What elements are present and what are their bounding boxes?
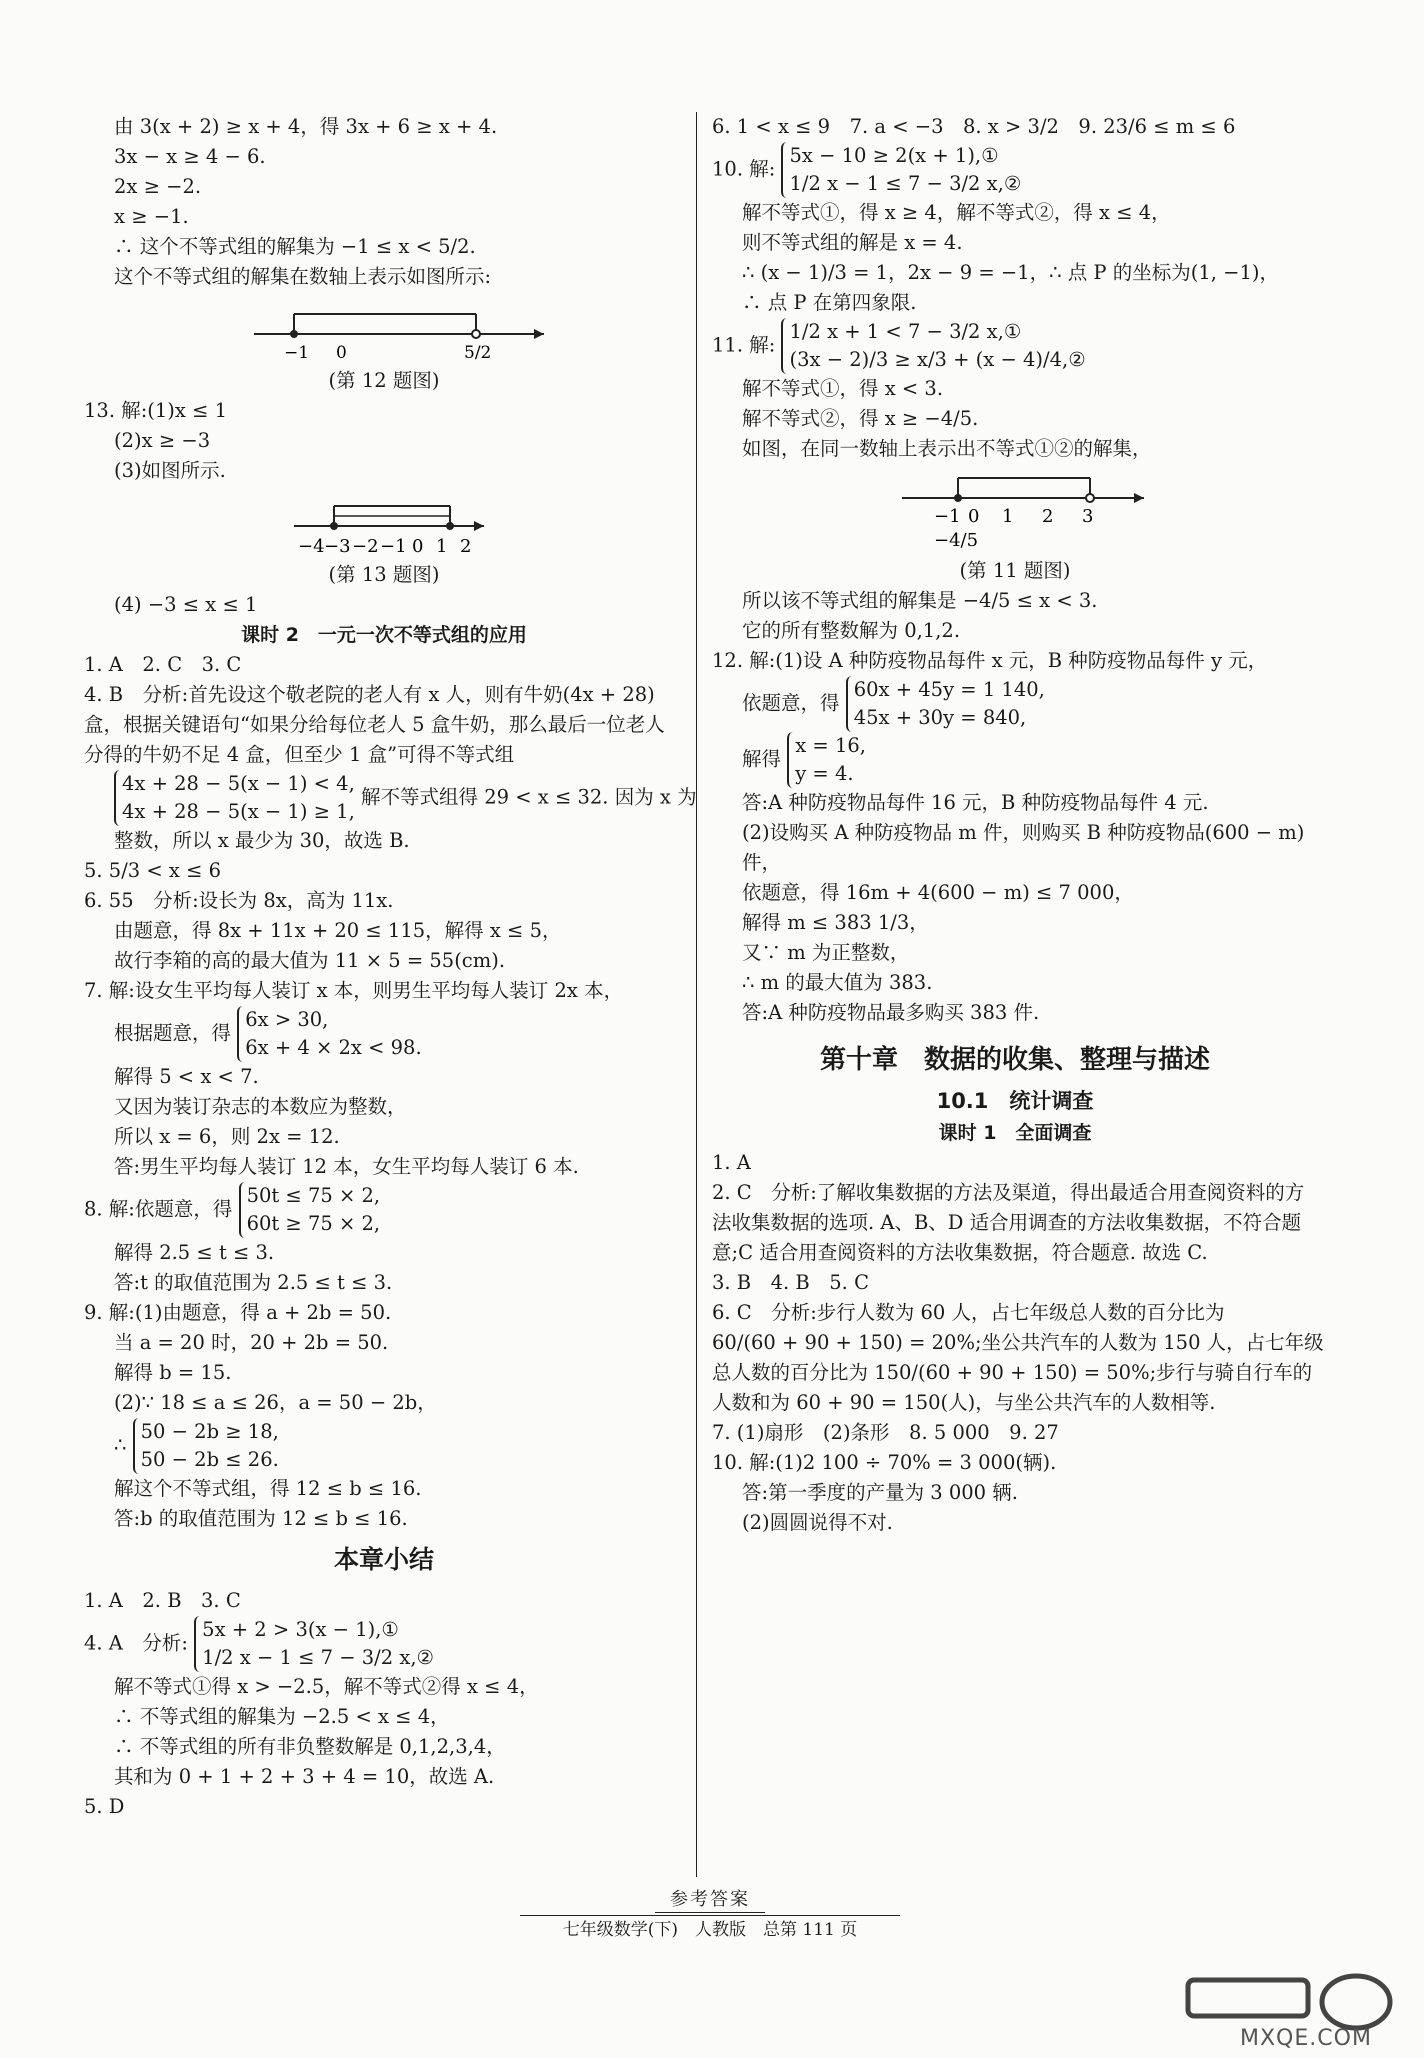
text-line: 如图，在同一数轴上表示出不等式①②的解集， <box>742 437 1152 460</box>
text-line: 它的所有整数解为 0,1,2. <box>742 619 961 642</box>
answer-5: 5. 5/3 < x ≤ 6 <box>84 859 222 882</box>
footer-title: 参考答案 <box>655 1888 765 1913</box>
text-line: 60/(60 + 90 + 150) = 20%;坐公共汽车的人数为 150 人，占七年级 <box>712 1331 1324 1354</box>
text-line: 故行李箱的高的最大值为 11 × 5 = 55(cm). <box>114 949 506 972</box>
answer-10: 10. 解: 5x − 10 ≥ 2(x + 1),① 1/2 x − 1 ≤ 7 − 3/2 x,② <box>712 142 1318 198</box>
number-line-fig12 <box>84 296 684 362</box>
answer-4-system: 4x + 28 − 5(x − 1) < 4, 4x + 28 − 5(x − 1) ≥ 1, 解不等式组得 29 < x ≤ 32. 因为 x 为 <box>84 770 684 826</box>
answer-13: 13. 解:(1)x ≤ 1 <box>84 399 228 422</box>
right-column <box>712 112 1324 1538</box>
text-line: 答:第一季度的产量为 3 000 辆. <box>742 1481 1018 1504</box>
answer-7: 7. 解:设女生平均每人装订 x 本，则男生平均每人装订 2x 本， <box>84 979 624 1002</box>
text-line: 解不等式①，得 x < 3. <box>742 377 944 400</box>
tick-label: 5/2 <box>464 343 492 362</box>
equation-system: 50t ≤ 75 × 2, 60t ≥ 75 × 2, <box>239 1182 381 1238</box>
tick-label: 0 <box>968 506 980 527</box>
page-footer <box>520 1888 900 1942</box>
text-line: 解得 m ≤ 383 1/3， <box>742 911 929 934</box>
answer-9: 9. 解:(1)由题意，得 a + 2b = 50. <box>84 1301 392 1324</box>
answer-9-system: ∴ 50 − 2b ≥ 18, 50 − 2b ≤ 26. <box>84 1418 684 1474</box>
text-line: 答:t 的取值范围为 2.5 ≤ t ≤ 3. <box>114 1271 393 1294</box>
text-line: 整数，所以 x 最少为 30，故选 B. <box>114 829 410 852</box>
tick-label: 2 <box>1042 506 1054 527</box>
left-column <box>84 112 697 1822</box>
text-line: 2x ≥ −2. <box>114 175 202 198</box>
text-line: 解得 2.5 ≤ t ≤ 3. <box>114 1241 275 1264</box>
tick-label: −1 <box>380 536 407 556</box>
text-line: 答:A 种防疫物品最多购买 383 件. <box>742 1001 1040 1024</box>
text-line: 所以该不等式组的解集是 −4/5 ≤ x < 3. <box>742 589 1098 612</box>
equation-system: 6x > 30, 6x + 4 × 2x < 98. <box>237 1006 421 1062</box>
summary-answer-4: 4. A 分析: 5x + 2 > 3(x − 1),① 1/2 x − 1 ≤ 7 − 3/2 x,② <box>84 1616 684 1672</box>
watermark-text: MXQE.COM <box>1240 2026 1372 2051</box>
text-line: (2)设购买 A 种防疫物品 m 件，则购买 B 种防疫物品(600 − m)件， <box>742 821 1305 874</box>
summary-heading: 本章小结 <box>333 1545 434 1574</box>
text-line: 解得 5 < x < 7. <box>114 1065 259 1088</box>
text-line: 又因为装订杂志的本数应为整数， <box>114 1095 407 1118</box>
equation-system: 5x − 10 ≥ 2(x + 1),① 1/2 x − 1 ≤ 7 − 3/2 x,② <box>781 142 1021 198</box>
tick-label: 0 <box>336 343 347 362</box>
answer-line: 1. A 2. C 3. C <box>84 653 242 676</box>
answer-line: 7. (1)扇形 (2)条形 8. 5 000 9. 27 <box>712 1421 1059 1444</box>
figure-caption: (第 12 题图) <box>328 369 440 392</box>
answer-12: 12. 解:(1)设 A 种防疫物品每件 x 元，B 种防疫物品每件 y 元， <box>712 649 1268 672</box>
equation-system: 50 − 2b ≥ 18, 50 − 2b ≤ 26. <box>133 1418 279 1474</box>
text-line: 其和为 0 + 1 + 2 + 3 + 4 = 10，故选 A. <box>114 1765 495 1788</box>
equation-system: 60x + 45y = 1 140, 45x + 30y = 840, <box>846 676 1045 732</box>
text-line: 解不等式①得 x > −2.5，解不等式②得 x ≤ 4， <box>114 1675 539 1698</box>
answer-6: 6. C 分析:步行人数为 60 人，占七年级总人数的百分比为 <box>712 1301 1225 1324</box>
number-line-fig13 <box>84 490 684 556</box>
text-line: 答:A 种防疫物品每件 16 元，B 种防疫物品每件 4 元. <box>742 791 1209 814</box>
text-line: (4) −3 ≤ x ≤ 1 <box>114 593 258 616</box>
text-line: 解不等式②，得 x ≥ −4/5. <box>742 407 979 430</box>
column-divider <box>696 112 697 1877</box>
tick-label: 3 <box>1082 506 1094 527</box>
tick-label: −4 <box>298 536 325 556</box>
text-line: ∴ 不等式组的解集为 −2.5 < x ≤ 4， <box>114 1705 450 1728</box>
number-line-fig11 <box>712 468 1318 552</box>
footer-info: 七年级数学(下) 人教版 总第 111 页 <box>562 1920 858 1940</box>
answer-4: 4. B 分析:首先设这个敬老院的老人有 x 人，则有牛奶(4x + 28)盒，根据关键语句“如果分给每位老人 5 盒牛奶，那么最后一位老人分得的牛奶不足 4 盒，但至少 1 盒”可得不等式组 <box>84 683 665 766</box>
equation-system: 5x + 2 > 3(x − 1),① 1/2 x − 1 ≤ 7 − 3/2 x,② <box>194 1616 434 1672</box>
answer-line: 1. A <box>712 1151 751 1174</box>
footer-rule <box>520 1915 900 1916</box>
answer-12-solution: 解得 x = 16, y = 4. <box>712 732 1318 788</box>
text-line: x ≥ −1. <box>114 205 189 228</box>
tick-label: −4/5 <box>934 530 979 551</box>
answer-2: 2. C 分析:了解收集数据的方法及渠道，得出最适合用查阅资料的方法收集数据的选项. A、B、D 适合用调查的方法收集数据，不符合题意;C 适合用查阅资料的方法收集数据，符合题意. 故选 C. <box>712 1181 1305 1264</box>
tick-label: 0 <box>412 536 424 556</box>
text-line: 当 a = 20 时，20 + 2b = 50. <box>114 1331 389 1354</box>
text-line: 依题意，得 16m + 4(600 − m) ≤ 7 000， <box>742 881 1134 904</box>
text-line: 人数和为 60 + 90 = 150(人)，与坐公共汽车的人数相等. <box>712 1391 1216 1414</box>
answer-11: 11. 解: 1/2 x + 1 < 7 − 3/2 x,① (3x − 2)/3 ≥ x/3 + (x − 4)/4,② <box>712 318 1318 374</box>
lesson-heading: 课时 2 一元一次不等式组的应用 <box>241 624 527 646</box>
answer-line: 6. 1 < x ≤ 9 7. a < −3 8. x > 3/2 9. 23/6 ≤ m ≤ 6 <box>712 115 1236 138</box>
text-line: 又∵ m 为正整数， <box>742 941 910 964</box>
equation-system: 1/2 x + 1 < 7 − 3/2 x,① (3x − 2)/3 ≥ x/3 + (x − 4)/4,② <box>781 318 1085 374</box>
text-line: 3x − x ≥ 4 − 6. <box>114 145 266 168</box>
tick-label: −1 <box>934 506 961 527</box>
text-line: ∴ 不等式组的所有非负整数解是 0,1,2,3,4， <box>114 1735 506 1758</box>
text-line: 总人数的百分比为 150/(60 + 90 + 150) = 50%;步行与骑自行车的 <box>712 1361 1313 1384</box>
text-line: ∴ (x − 1)/3 = 1，2x − 9 = −1，∴ 点 P 的坐标为(1, −1)， <box>742 261 1279 284</box>
text-line: 由 3(x + 2) ≥ x + 4，得 3x + 6 ≥ x + 4. <box>114 115 498 138</box>
text-line: (2)圆圆说得不对. <box>742 1511 893 1534</box>
equation-system: x = 16, y = 4. <box>787 732 866 788</box>
text-line: 解得 b = 15. <box>114 1361 232 1384</box>
text-line: 答:b 的取值范围为 12 ≤ b ≤ 16. <box>114 1507 408 1530</box>
tick-label: −1 <box>284 343 310 362</box>
text-line: (2)∵ 18 ≤ a ≤ 26，a = 50 − 2b， <box>114 1391 437 1414</box>
text-line: (2)x ≥ −3 <box>114 429 211 452</box>
answer-7-system: 根据题意，得 6x > 30, 6x + 4 × 2x < 98. <box>84 1006 684 1062</box>
answer-line: 3. B 4. B 5. C <box>712 1271 869 1294</box>
tick-label: −2 <box>352 536 379 556</box>
chapter-heading: 第十章 数据的收集、整理与描述 <box>819 1045 1210 1075</box>
figure-caption: (第 13 题图) <box>328 563 440 586</box>
text-line: 这个不等式组的解集在数轴上表示如图所示: <box>114 265 492 288</box>
equation-system: 4x + 28 − 5(x − 1) < 4, 4x + 28 − 5(x − 1) ≥ 1, <box>114 770 355 826</box>
text-line: 所以 x = 6，则 2x = 12. <box>114 1125 340 1148</box>
answer-8: 8. 解:依题意，得 50t ≤ 75 × 2, 60t ≥ 75 × 2, <box>84 1182 684 1238</box>
text-line: ∴ m 的最大值为 383. <box>742 971 933 994</box>
text-line: 解这个不等式组，得 12 ≤ b ≤ 16. <box>114 1477 422 1500</box>
tick-label: 1 <box>1002 506 1014 527</box>
text-line: (3)如图所示. <box>114 459 226 482</box>
answer-6: 6. 55 分析:设长为 8x，高为 11x. <box>84 889 394 912</box>
lesson-heading: 课时 1 全面调查 <box>938 1122 1092 1144</box>
text-line: 答:男生平均每人装订 12 本，女生平均每人装订 6 本. <box>114 1155 579 1178</box>
section-heading: 10.1 统计调查 <box>936 1089 1094 1113</box>
text-line: 解不等式①，得 x ≥ 4，解不等式②，得 x ≤ 4， <box>742 201 1171 224</box>
text-line: 由题意，得 8x + 11x + 20 ≤ 115，解得 x ≤ 5， <box>114 919 562 942</box>
tick-label: −3 <box>324 536 351 556</box>
answer-10: 10. 解:(1)2 100 ÷ 70% = 3 000(辆). <box>712 1451 1057 1474</box>
tick-label: 1 <box>436 536 448 556</box>
answer-line: 1. A 2. B 3. C <box>84 1589 241 1612</box>
answer-line: 5. D <box>84 1795 125 1818</box>
tick-label: 2 <box>460 536 472 556</box>
answer-12-system: 依题意，得 60x + 45y = 1 140, 45x + 30y = 840, <box>712 676 1318 732</box>
text-line: ∴ 这个不等式组的解集为 −1 ≤ x < 5/2. <box>114 235 476 258</box>
figure-caption: (第 11 题图) <box>959 559 1071 582</box>
text-line: 则不等式组的解是 x = 4. <box>742 231 963 254</box>
text-line: ∴ 点 P 在第四象限. <box>742 291 917 314</box>
